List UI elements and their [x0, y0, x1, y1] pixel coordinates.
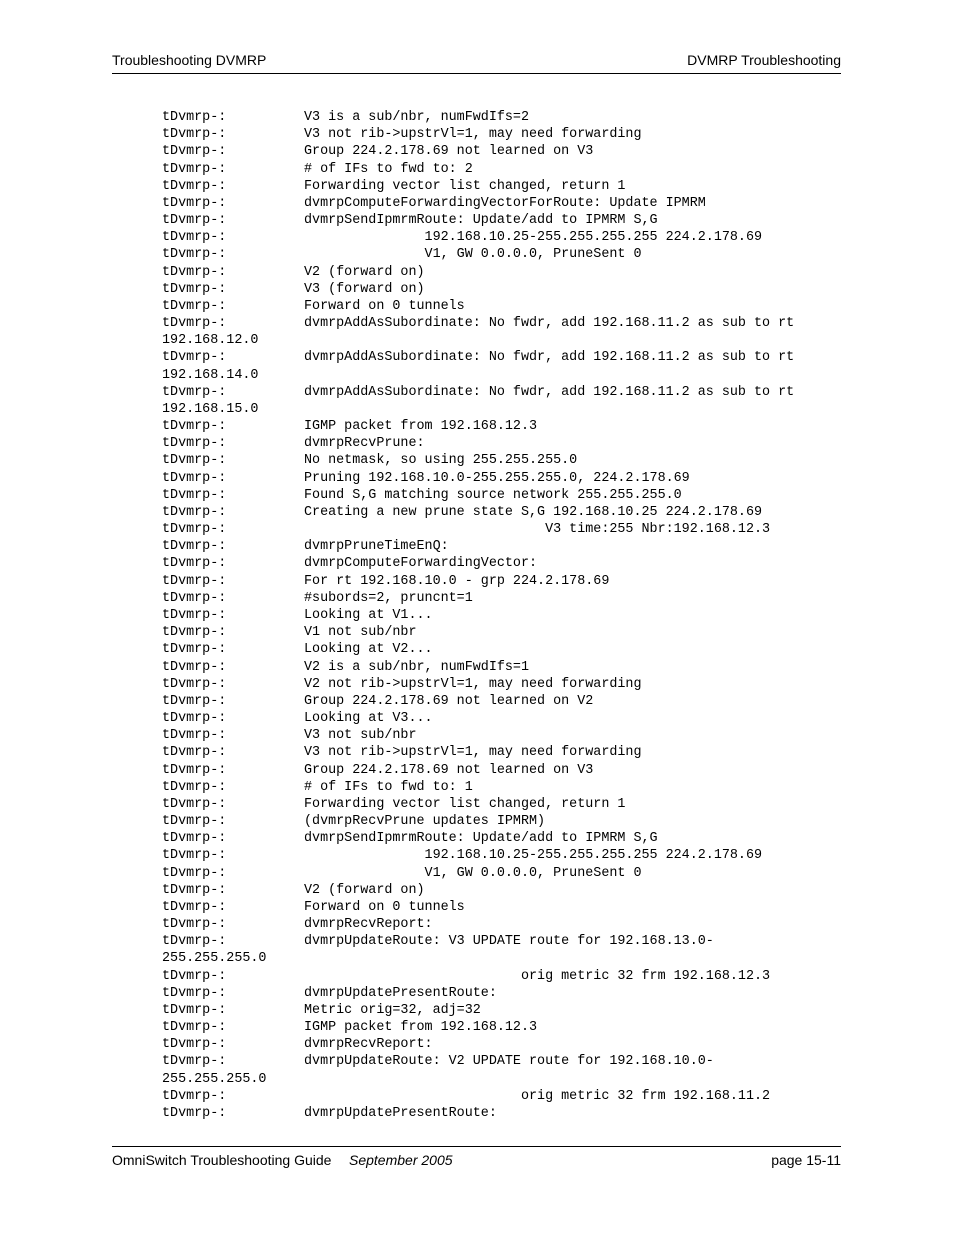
- log-line: [162, 899, 852, 916]
- log-line-message: dvmrpUpdatePresentRoute:: [304, 985, 497, 1001]
- log-line: [162, 1019, 852, 1036]
- log-line-prefix: tDvmrp-:: [162, 522, 227, 538]
- log-line-message: dvmrpSendIpmrmRoute: Update/add to IPMRM S,G: [304, 831, 658, 847]
- log-line-message: IGMP packet from 192.168.12.3: [304, 1020, 538, 1036]
- footer-guide-title: OmniSwitch Troubleshooting Guide: [112, 1152, 332, 1168]
- log-line: [162, 693, 852, 710]
- log-line: [162, 109, 852, 126]
- log-line-message: Metric orig=32, adj=32: [304, 1002, 481, 1018]
- log-line: [162, 178, 852, 195]
- log-line-prefix: tDvmrp-:: [162, 934, 227, 950]
- footer-page-number: page 15-11: [771, 1152, 841, 1168]
- log-line: [162, 349, 852, 366]
- log-line-message: Group 224.2.178.69 not learned on V3: [304, 144, 594, 160]
- log-line-prefix: tDvmrp-:: [162, 419, 227, 435]
- log-line-message: dvmrpSendIpmrmRoute: Update/add to IPMRM S,G: [304, 213, 658, 229]
- log-line-prefix: tDvmrp-:: [162, 110, 227, 125]
- log-line: [162, 435, 852, 452]
- header-rule: [112, 73, 841, 74]
- log-line-prefix: tDvmrp-:: [162, 1037, 227, 1053]
- log-line: [162, 246, 852, 263]
- header-section-title: DVMRP Troubleshooting: [687, 52, 841, 68]
- log-line-message: V2 (forward on): [304, 264, 425, 280]
- footer-date: September 2005: [349, 1152, 453, 1168]
- log-line-message: Forward on 0 tunnels: [304, 298, 465, 314]
- log-line: [162, 641, 852, 658]
- log-line-message: V1 not sub/nbr: [304, 625, 417, 641]
- log-line-message: V3 not rib->upstrVl=1, may need forwarding: [304, 745, 642, 761]
- log-line-message: Pruning 192.168.10.0-255.255.255.0, 224.2.178.69: [304, 470, 690, 486]
- log-line-message: dvmrpAddAsSubordinate: No fwdr, add 192.168.11.2 as sub to rt: [304, 384, 795, 400]
- log-line: [162, 126, 852, 143]
- log-line: [162, 195, 852, 212]
- log-line: [162, 624, 852, 641]
- log-line: [162, 659, 852, 676]
- log-line-message: dvmrpAddAsSubordinate: No fwdr, add 192.168.11.2 as sub to rt: [304, 316, 795, 332]
- log-line-message: #subords=2, pruncnt=1: [304, 590, 473, 606]
- log-line-prefix: tDvmrp-:: [162, 230, 227, 246]
- log-line-message: Group 224.2.178.69 not learned on V2: [304, 693, 594, 709]
- log-line-prefix: tDvmrp-:: [162, 676, 227, 692]
- log-line-message: V3 (forward on): [304, 281, 425, 297]
- log-line: [162, 264, 852, 281]
- log-line-prefix: tDvmrp-:: [162, 161, 227, 177]
- log-line-prefix: tDvmrp-:: [162, 814, 227, 830]
- log-line-message: V2 is a sub/nbr, numFwdIfs=1: [304, 659, 529, 675]
- log-line-continuation: 192.168.15.0: [162, 401, 259, 417]
- log-line: [162, 487, 852, 504]
- log-line-message: For rt 192.168.10.0 - grp 224.2.178.69: [304, 573, 610, 589]
- log-line-message: dvmrpAddAsSubordinate: No fwdr, add 192.168.11.2 as sub to rt: [304, 350, 795, 366]
- log-line-prefix: tDvmrp-:: [162, 590, 227, 606]
- header-chapter-title: Troubleshooting DVMRP: [112, 52, 267, 68]
- log-line-message: # of IFs to fwd to: 2: [304, 161, 473, 177]
- log-line-prefix: tDvmrp-:: [162, 607, 227, 623]
- log-line-message: Looking at V3...: [304, 711, 433, 727]
- log-line-message: Looking at V1...: [304, 607, 433, 623]
- log-line-prefix: tDvmrp-:: [162, 470, 227, 486]
- log-line: [162, 143, 852, 160]
- log-line-prefix: tDvmrp-:: [162, 298, 227, 314]
- log-line-message: dvmrpRecvPrune:: [304, 436, 425, 452]
- log-line: [162, 1036, 852, 1053]
- log-line-message: dvmrpRecvReport:: [304, 1037, 433, 1053]
- log-line-prefix: tDvmrp-:: [162, 504, 227, 520]
- log-line-prefix: tDvmrp-:: [162, 711, 227, 727]
- log-line: [162, 796, 852, 813]
- log-line-prefix: tDvmrp-:: [162, 316, 227, 332]
- log-line-prefix: tDvmrp-:: [162, 899, 227, 915]
- log-line: [162, 607, 852, 624]
- log-line: [162, 882, 852, 899]
- log-line-prefix: tDvmrp-:: [162, 985, 227, 1001]
- log-line-message: orig metric 32 frm 192.168.12.3: [304, 968, 771, 984]
- log-line-prefix: tDvmrp-:: [162, 831, 227, 847]
- log-line: [162, 555, 852, 572]
- log-line-message: Group 224.2.178.69 not learned on V3: [304, 762, 594, 778]
- log-line: [162, 161, 852, 178]
- log-line-prefix: tDvmrp-:: [162, 556, 227, 572]
- log-line-message: V2 (forward on): [304, 882, 425, 898]
- log-line: [162, 985, 852, 1002]
- log-line-prefix: tDvmrp-:: [162, 573, 227, 589]
- log-line: [162, 384, 852, 401]
- log-line-prefix: tDvmrp-:: [162, 796, 227, 812]
- log-line: [162, 847, 852, 864]
- log-line-message: 192.168.10.25-255.255.255.255 224.2.178.69: [304, 848, 763, 864]
- log-line: [162, 762, 852, 779]
- log-line-message: dvmrpPruneTimeEnQ:: [304, 539, 449, 555]
- log-line-prefix: tDvmrp-:: [162, 728, 227, 744]
- log-line: [162, 367, 852, 384]
- log-line-message: dvmrpUpdateRoute: V2 UPDATE route for 192.168.10.0-: [304, 1054, 714, 1070]
- log-line-message: Found S,G matching source network 255.255.255.0: [304, 487, 682, 503]
- log-line-message: V1, GW 0.0.0.0, PruneSent 0: [304, 865, 642, 881]
- log-line: [162, 470, 852, 487]
- log-line-continuation: 192.168.12.0: [162, 333, 259, 349]
- log-line: [162, 710, 852, 727]
- log-line: [162, 1088, 852, 1105]
- log-line-message: Forwarding vector list changed, return 1: [304, 796, 626, 812]
- log-line: [162, 744, 852, 761]
- log-line-prefix: tDvmrp-:: [162, 247, 227, 263]
- log-line-prefix: tDvmrp-:: [162, 693, 227, 709]
- log-line: [162, 332, 852, 349]
- log-line: [162, 229, 852, 246]
- log-line: [162, 865, 852, 882]
- log-line: [162, 830, 852, 847]
- log-line: [162, 779, 852, 796]
- log-line-prefix: tDvmrp-:: [162, 144, 227, 160]
- log-line-prefix: tDvmrp-:: [162, 779, 227, 795]
- log-line-message: 192.168.10.25-255.255.255.255 224.2.178.69: [304, 230, 763, 246]
- log-line-prefix: tDvmrp-:: [162, 178, 227, 194]
- log-line: [162, 504, 852, 521]
- log-line-prefix: tDvmrp-:: [162, 1088, 227, 1104]
- page-footer: [112, 1152, 841, 1174]
- footer-rule: [112, 1146, 841, 1147]
- log-line-message: dvmrpComputeForwardingVectorForRoute: Update IPMRM: [304, 195, 706, 211]
- log-line-message: V2 not rib->upstrVl=1, may need forwarding: [304, 676, 642, 692]
- log-line-prefix: tDvmrp-:: [162, 213, 227, 229]
- page-header: [112, 50, 841, 72]
- log-line: [162, 916, 852, 933]
- log-line-prefix: tDvmrp-:: [162, 1105, 227, 1121]
- log-line-message: # of IFs to fwd to: 1: [304, 779, 473, 795]
- log-line: [162, 538, 852, 555]
- log-line: [162, 418, 852, 435]
- log-line: [162, 212, 852, 229]
- log-line-prefix: tDvmrp-:: [162, 659, 227, 675]
- log-line-prefix: tDvmrp-:: [162, 264, 227, 280]
- log-line-message: V1, GW 0.0.0.0, PruneSent 0: [304, 247, 642, 263]
- log-line-prefix: tDvmrp-:: [162, 1020, 227, 1036]
- log-line-prefix: tDvmrp-:: [162, 195, 227, 211]
- log-line-continuation: 255.255.255.0: [162, 951, 267, 967]
- log-line: [162, 676, 852, 693]
- log-line: [162, 933, 852, 950]
- log-line-message: Forward on 0 tunnels: [304, 899, 465, 915]
- log-line-prefix: tDvmrp-:: [162, 1054, 227, 1070]
- log-line-prefix: tDvmrp-:: [162, 487, 227, 503]
- log-line-prefix: tDvmrp-:: [162, 625, 227, 641]
- log-line-prefix: tDvmrp-:: [162, 1002, 227, 1018]
- log-line-prefix: tDvmrp-:: [162, 642, 227, 658]
- log-line-prefix: tDvmrp-:: [162, 848, 227, 864]
- log-line: [162, 968, 852, 985]
- log-line-prefix: tDvmrp-:: [162, 127, 227, 143]
- log-line-prefix: tDvmrp-:: [162, 281, 227, 297]
- log-line-prefix: tDvmrp-:: [162, 436, 227, 452]
- log-line: [162, 1071, 852, 1088]
- log-line-message: dvmrpUpdatePresentRoute:: [304, 1105, 497, 1121]
- log-line-prefix: tDvmrp-:: [162, 917, 227, 933]
- log-line-message: Creating a new prune state S,G 192.168.10.25 224.2.178.69: [304, 504, 763, 520]
- log-line: [162, 315, 852, 332]
- debug-log-listing: [162, 109, 852, 1122]
- log-line-message: IGMP packet from 192.168.12.3: [304, 419, 538, 435]
- log-line-message: V3 time:255 Nbr:192.168.12.3: [304, 522, 771, 538]
- log-line-message: (dvmrpRecvPrune updates IPMRM): [304, 814, 546, 830]
- log-line: [162, 281, 852, 298]
- log-line-message: No netmask, so using 255.255.255.0: [304, 453, 578, 469]
- log-line-prefix: tDvmrp-:: [162, 539, 227, 555]
- log-line: [162, 1002, 852, 1019]
- log-line-message: Forwarding vector list changed, return 1: [304, 178, 626, 194]
- log-line: [162, 298, 852, 315]
- log-line: [162, 950, 852, 967]
- log-line: [162, 452, 852, 469]
- log-line-prefix: tDvmrp-:: [162, 762, 227, 778]
- log-line-prefix: tDvmrp-:: [162, 745, 227, 761]
- log-line: [162, 813, 852, 830]
- log-line-message: V3 not sub/nbr: [304, 728, 417, 744]
- log-line-prefix: tDvmrp-:: [162, 384, 227, 400]
- log-line: [162, 727, 852, 744]
- log-line: [162, 573, 852, 590]
- log-line-message: V3 not rib->upstrVl=1, may need forwarding: [304, 127, 642, 143]
- log-line: [162, 1105, 852, 1122]
- log-line-message: dvmrpComputeForwardingVector:: [304, 556, 538, 572]
- log-line-continuation: 255.255.255.0: [162, 1071, 267, 1087]
- log-line-message: dvmrpUpdateRoute: V3 UPDATE route for 192.168.13.0-: [304, 934, 714, 950]
- log-line-message: dvmrpRecvReport:: [304, 917, 433, 933]
- log-line: [162, 1053, 852, 1070]
- log-line: [162, 521, 852, 538]
- log-line-message: V3 is a sub/nbr, numFwdIfs=2: [304, 110, 529, 125]
- log-line-prefix: tDvmrp-:: [162, 453, 227, 469]
- log-line-prefix: tDvmrp-:: [162, 865, 227, 881]
- log-line-prefix: tDvmrp-:: [162, 350, 227, 366]
- log-line: [162, 590, 852, 607]
- log-line-prefix: tDvmrp-:: [162, 882, 227, 898]
- log-line-continuation: 192.168.14.0: [162, 367, 259, 383]
- log-line-prefix: tDvmrp-:: [162, 968, 227, 984]
- log-line-message: Looking at V2...: [304, 642, 433, 658]
- log-line-message: orig metric 32 frm 192.168.11.2: [304, 1088, 771, 1104]
- log-line: [162, 401, 852, 418]
